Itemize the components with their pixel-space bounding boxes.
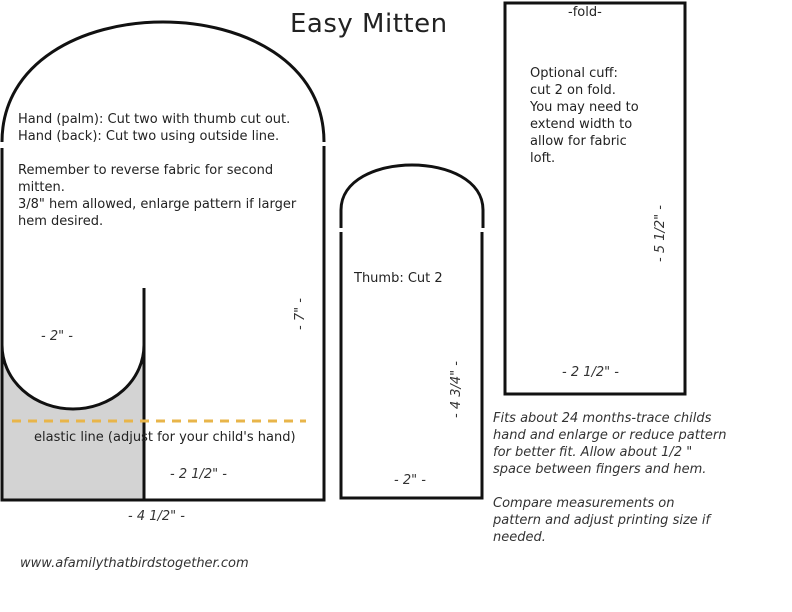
palm-cutout-shade (2, 345, 144, 500)
hand-instruction-line (18, 145, 296, 162)
thumb-piece-outline (341, 165, 483, 228)
page-title: Easy Mitten (290, 9, 448, 39)
cuff-instruction-line: loft. (530, 151, 556, 166)
website-link[interactable]: www.afamilythatbirdstogether.com (20, 556, 249, 571)
thumb-width-label: - 2" - (394, 473, 426, 488)
elastic-line-label: elastic line (adjust for your child's hand) (34, 430, 296, 445)
hand-instruction-line: Hand (back): Cut two using outside line. (18, 129, 280, 144)
thumb-cutout-width-label: - 2" - (41, 329, 73, 344)
fold-label: -fold- (568, 5, 602, 20)
cuff-instruction-line: extend width to (530, 117, 633, 132)
hand-instruction-line: mitten. (18, 180, 65, 195)
fit-note-line: needed. (493, 530, 546, 545)
hand-height-label: - 7" - (293, 298, 308, 330)
fit-note-line: hand and enlarge or reduce pattern (493, 428, 727, 443)
lower-width-label: - 2 1/2" - (170, 467, 227, 482)
cuff-instruction-line: cut 2 on fold. (530, 83, 616, 98)
fit-note-line: for better fit. Allow about 1/2 " (493, 445, 693, 460)
fit-notes (493, 410, 727, 546)
fit-note-line: space between fingers and hem. (493, 462, 707, 477)
cuff-piece-outline (505, 3, 685, 394)
cuff-height-label: - 5 1/2" - (653, 205, 668, 262)
cuff-instruction-line: allow for fabric (530, 134, 627, 149)
hand-instruction-line: Remember to reverse fabric for second (18, 163, 274, 178)
hand-instruction-line: Hand (palm): Cut two with thumb cut out. (18, 112, 291, 127)
fit-note-line (493, 478, 727, 495)
cuff-instructions (530, 65, 639, 167)
fit-note-line: Compare measurements on (493, 496, 675, 511)
thumb-height-label: - 4 3/4" - (449, 361, 464, 418)
cuff-width-label: - 2 1/2" - (562, 365, 619, 380)
cuff-instruction-line: You may need to (530, 100, 639, 115)
fit-note-line: Fits about 24 months-trace childs (493, 411, 712, 426)
hand-instruction-line: hem desired. (18, 214, 104, 229)
cuff-instruction-line: Optional cuff: (530, 66, 618, 81)
total-width-label: - 4 1/2" - (128, 509, 185, 524)
hand-instructions (18, 111, 296, 230)
thumb-cut-label: Thumb: Cut 2 (354, 271, 443, 286)
hand-instruction-line: 3/8" hem allowed, enlarge pattern if larger (18, 197, 297, 212)
fit-note-line: pattern and adjust printing size if (493, 513, 711, 528)
